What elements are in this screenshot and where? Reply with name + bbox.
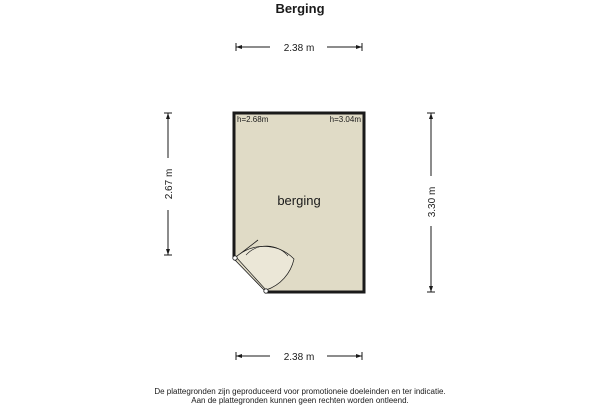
height-right-label: h=3.04m	[329, 115, 361, 124]
top-dimension	[236, 43, 362, 54]
door-hinge	[233, 256, 237, 260]
room-name-label: berging	[277, 193, 321, 208]
disclaimer-line-1: De plattegronden zijn geproduceerd voor promotioneie doeleinden en ter indicatie.	[154, 387, 446, 396]
bottom-dimension	[236, 352, 362, 363]
bottom-width-label: 2.38 m	[283, 352, 315, 363]
left-dimension	[164, 113, 175, 255]
disclaimer-line-2: Aan de plattegronden kunnen geen rechten worden ontleend.	[191, 396, 409, 405]
door-hinge	[264, 289, 268, 293]
right-depth-label: 3.30 m	[427, 186, 438, 218]
right-dimension	[427, 113, 438, 292]
page-title: Berging	[275, 1, 325, 16]
top-width-label: 2.38 m	[283, 43, 315, 54]
height-left-label: h=2.68m	[237, 115, 269, 124]
room-berging	[233, 113, 364, 293]
left-depth-label: 2.67 m	[164, 168, 175, 200]
